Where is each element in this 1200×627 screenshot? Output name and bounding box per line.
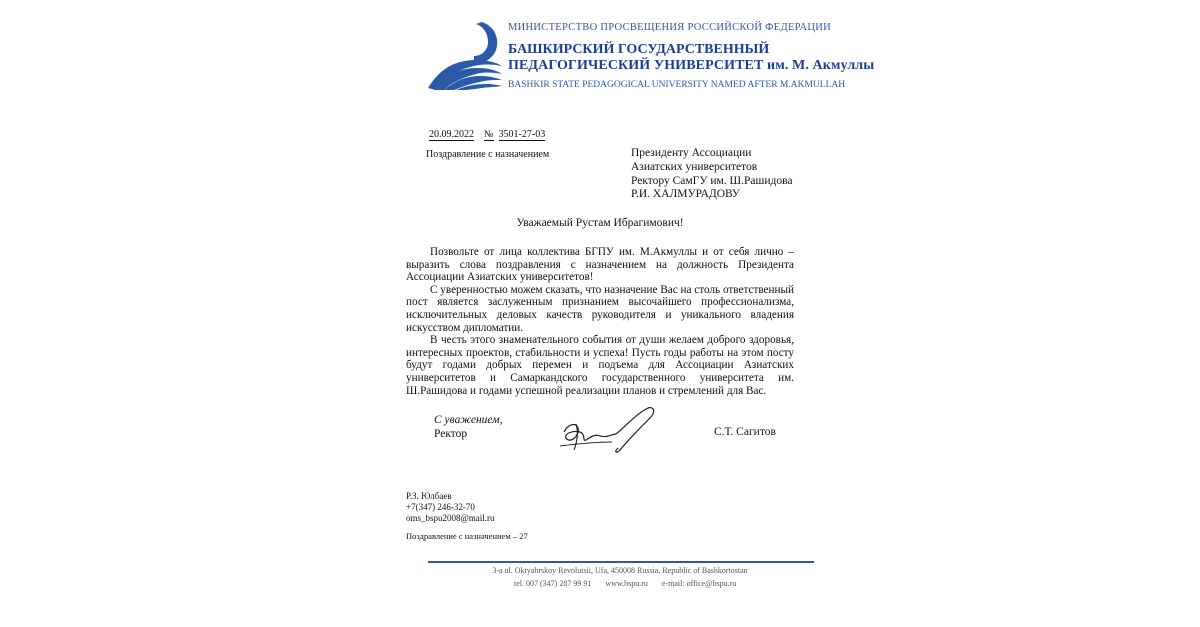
body-paragraph: Позвольте от лица коллектива БГПУ им. М.Акмуллы и от себя лично – выразить слова поздравления с назначением на должность Президента Ассоциации Азиатских университетов! [406,246,794,284]
letter-number-label: № [484,129,494,140]
contact-name: Р.З. Юлбаев [406,491,452,501]
addressee-line: Ректору СамГУ им. Ш.Рашидова [631,174,793,187]
university-name-line1: БАШКИРСКИЙ ГОСУДАРСТВЕННЫЙ [508,42,770,57]
signer-name: С.Т. Сагитов [714,426,776,438]
body-paragraph: В честь этого знаменательного события от души желаем доброго здоровья, интересных проектов, стабильности и успеха! Пусть годы работы на этом посту будут годами добрых перемен и подъема для Ассоциации Азиатских университетов и Самаркандского государственного университета им. Ш.Рашидова и годами успешной реализации планов и стремлений для Вас. [406,334,794,397]
closing-regards: С уважением, [434,414,503,426]
closing-block [434,413,502,441]
footer-contacts [514,579,748,588]
footer-address: 3-a ul. Oktyabrskoy Revolutsii, Ufa, 450008 Russia, Republic of Bashkortostan [492,566,748,575]
footer-divider [428,561,814,563]
university-name-en: BASHKIR STATE PEDAGOGICAL UNIVERSITY NAMED AFTER M.AKMULLAH [508,80,846,90]
letter-number: 3501-27-03 [498,129,546,140]
letter-body [406,246,794,397]
salutation: Уважаемый Рустам Ибрагимович! [516,217,684,229]
footer-web: www.bspu.ru [605,579,648,588]
contact-email: oms_bspu2008@mail.ru [406,513,495,523]
closing-position: Ректор [434,428,468,440]
footer-tel: tel. 007 (347) 287 99 91 [514,579,592,588]
contact-phone: +7(347) 246-32-70 [406,502,475,512]
body-paragraph: С уверенностью можем сказать, что назначение Вас на столь ответственный пост является заслуженным признанием высочайшего профессионализма, исключительных деловых качеств руководителя и уникального владения искусством дипломатии. [406,283,794,334]
university-wave-logo [426,20,504,92]
contact-block [406,491,495,524]
handwritten-signature [556,404,664,456]
university-name-line2: ПЕДАГОГИЧЕСКИЙ УНИВЕРСИТЕТ им. М. Акмуллы [508,58,875,73]
ministry-name: МИНИСТЕРСТВО ПРОСВЕЩЕНИЯ РОССИЙСКОЙ ФЕДЕРАЦИИ [508,22,831,33]
university-name [508,42,874,74]
letter-subject: Поздравление с назначением [426,149,550,160]
letter-meta [429,129,545,140]
addressee-line: Азиатских университетов [631,160,758,173]
addressee-line: Президенту Ассоциации [631,147,752,159]
letter-date: 20.09.2022 [429,129,474,140]
footer-note: Поздравление с назначением – 27 [406,531,528,541]
addressee-line: Р.И. ХАЛМУРАДОВУ [631,188,740,201]
footer-email: e-mail: office@bspu.ru [661,579,737,588]
addressee-block [631,147,793,202]
